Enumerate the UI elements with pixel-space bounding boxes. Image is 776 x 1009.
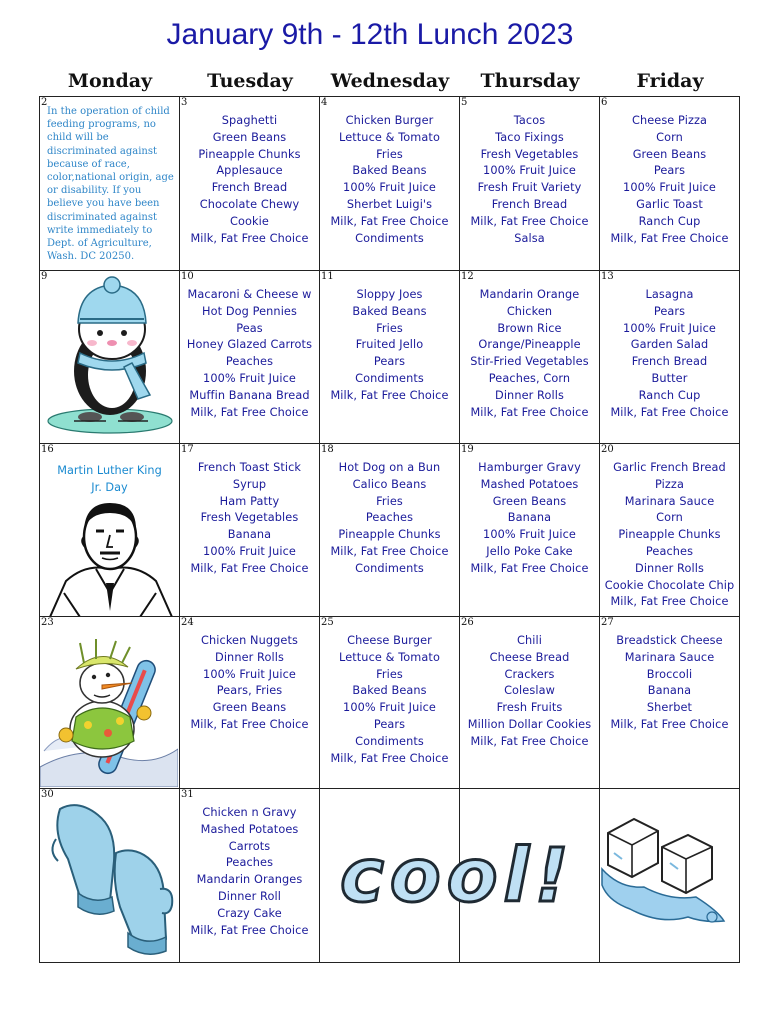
menu-item: Milk, Fat Free Choice — [610, 595, 729, 609]
menu-item: Corn — [656, 511, 683, 525]
menu-item: Dinner Rolls — [635, 561, 704, 575]
menu-item: Milk, Fat Free Choice — [610, 717, 729, 731]
menu-item: Milk, Fat Free Choice — [190, 717, 309, 731]
menu-item: Milk, Fat Free Choice — [190, 231, 309, 245]
snowman-surfer-clipart-icon — [40, 617, 178, 787]
menu-item: Chocolate Chewy — [199, 197, 300, 211]
menu-item: French Bread — [211, 181, 288, 195]
menu-item: Chicken Burger — [345, 114, 434, 127]
menu-item: Cheese Bread — [489, 650, 570, 664]
menu-item: Milk, Fat Free Choice — [190, 923, 309, 937]
menu-item: Chicken n Gravy — [202, 806, 297, 819]
menu-item: Baked Beans — [352, 304, 427, 318]
menu-item: Dinner Rolls — [215, 650, 284, 664]
empty-day-cell — [600, 789, 740, 963]
weekday-monday: Monday — [67, 70, 153, 92]
day-cell-10 — [180, 271, 320, 444]
menu-item: Cheese Pizza — [631, 114, 708, 127]
menu-list — [320, 97, 459, 247]
menu-item: Fresh Fruits — [496, 701, 563, 715]
menu-item: Applesauce — [216, 164, 283, 178]
holiday-line: Jr. Day — [91, 481, 128, 494]
menu-item: Condiments — [355, 371, 424, 385]
week-row-5 — [40, 789, 740, 963]
menu-item: Dinner Roll — [218, 889, 281, 903]
menu-item: Lasagna — [645, 288, 694, 301]
week-row-2 — [40, 271, 740, 444]
menu-item: Pears — [653, 304, 686, 318]
lunch-calendar-grid — [39, 96, 740, 963]
menu-item: Ham Patty — [219, 494, 280, 508]
menu-item: Cookie — [230, 214, 269, 228]
day-cell-18 — [320, 444, 460, 617]
day-cell-5 — [460, 97, 600, 271]
page-title: January 9th - 12th Lunch 2023 — [166, 18, 574, 51]
menu-item: Milk, Fat Free Choice — [470, 405, 589, 419]
day-cell-6 — [600, 97, 740, 271]
date-number: 18 — [321, 444, 334, 455]
menu-item: Breadstick Cheese — [616, 634, 723, 647]
menu-item: Broccoli — [646, 667, 693, 681]
menu-item: Green Beans — [212, 130, 287, 144]
menu-item: Banana — [647, 684, 692, 698]
menu-item: Milk, Fat Free Choice — [330, 544, 449, 558]
day-cell-9 — [40, 271, 180, 444]
date-number: 16 — [41, 444, 54, 455]
menu-item: Salsa — [514, 231, 545, 245]
menu-item: Sherbet — [646, 701, 693, 715]
menu-item: Ranch Cup — [638, 388, 701, 402]
menu-item: Ranch Cup — [638, 214, 701, 228]
menu-item: Million Dollar Cookies — [467, 717, 592, 731]
menu-item: Milk, Fat Free Choice — [470, 561, 589, 575]
menu-item: 100% Fruit Juice — [203, 544, 296, 558]
menu-item: Stir-Fried Vegetables — [470, 355, 589, 369]
date-number: 3 — [181, 97, 188, 108]
day-cell-13 — [600, 271, 740, 444]
menu-item: Marinara Sauce — [624, 494, 715, 508]
menu-item: Milk, Fat Free Choice — [330, 751, 449, 765]
weekday-friday: Friday — [636, 70, 704, 92]
date-number: 13 — [601, 271, 614, 282]
menu-item: Macaroni & Cheese w — [187, 288, 312, 301]
menu-item: Mashed Potatoes — [480, 477, 579, 491]
menu-list — [600, 444, 739, 611]
menu-item: Sloppy Joes — [356, 288, 423, 301]
menu-list — [320, 617, 459, 767]
week-row-4 — [40, 617, 740, 789]
menu-item: Banana — [227, 528, 272, 542]
cool-text: cool! — [340, 833, 575, 919]
day-cell-2 — [40, 97, 180, 271]
date-number: 31 — [181, 789, 194, 800]
menu-item: 100% Fruit Juice — [623, 321, 716, 335]
menu-item: Mandarin Orange — [479, 288, 580, 301]
menu-item: Taco Fixings — [495, 130, 564, 144]
menu-item: Milk, Fat Free Choice — [470, 214, 589, 228]
day-cell-3 — [180, 97, 320, 271]
day-cell-17 — [180, 444, 320, 617]
week-row-3 — [40, 444, 740, 617]
menu-item: Hamburger Gravy — [478, 461, 581, 474]
menu-item: Peaches — [365, 511, 414, 525]
menu-item: Fries — [376, 321, 403, 335]
menu-item: Milk, Fat Free Choice — [330, 388, 449, 402]
menu-item: Milk, Fat Free Choice — [610, 405, 729, 419]
date-number: 23 — [41, 617, 54, 628]
day-cell-27 — [600, 617, 740, 789]
day-cell-31 — [180, 789, 320, 963]
day-cell-12 — [460, 271, 600, 444]
menu-item: Pears, Fries — [216, 684, 283, 698]
menu-item: 100% Fruit Juice — [483, 528, 576, 542]
menu-item: Milk, Fat Free Choice — [330, 214, 449, 228]
menu-list — [600, 617, 739, 734]
menu-item: Honey Glazed Carrots — [186, 338, 313, 352]
penguin-clipart-icon — [40, 271, 178, 442]
menu-item: Corn — [656, 130, 683, 144]
day-cell-4 — [320, 97, 460, 271]
menu-item: Baked Beans — [352, 164, 427, 178]
day-cell-19 — [460, 444, 600, 617]
date-number: 25 — [321, 617, 334, 628]
menu-item: Fresh Vegetables — [200, 511, 299, 525]
menu-item: 100% Fruit Juice — [343, 181, 436, 195]
menu-list — [180, 97, 319, 247]
mittens-clipart-icon — [40, 789, 178, 961]
menu-item: Peaches — [225, 856, 274, 870]
menu-list — [460, 617, 599, 751]
menu-item: Crazy Cake — [217, 906, 282, 920]
menu-item: Mashed Potatoes — [200, 822, 299, 836]
menu-list — [460, 444, 599, 578]
weekday-tuesday: Tuesday — [207, 70, 293, 92]
menu-item: Cheese Burger — [347, 634, 432, 647]
menu-item: Brown Rice — [497, 321, 562, 335]
date-number: 20 — [601, 444, 614, 455]
menu-item: Milk, Fat Free Choice — [470, 734, 589, 748]
menu-item: Milk, Fat Free Choice — [190, 405, 309, 419]
date-number: 24 — [181, 617, 194, 628]
menu-item: Syrup — [232, 477, 267, 491]
menu-item: Fries — [376, 667, 403, 681]
ice-cubes-clipart-icon — [600, 789, 738, 961]
menu-item: Pineapple Chunks — [618, 528, 721, 542]
menu-item: Milk, Fat Free Choice — [610, 231, 729, 245]
menu-list — [320, 444, 459, 578]
menu-list — [180, 789, 319, 939]
menu-item: Fries — [376, 147, 403, 161]
mlk-portrait-icon — [40, 497, 178, 617]
menu-item: Fresh Fruit Variety — [477, 181, 582, 195]
menu-list — [180, 271, 319, 421]
menu-item: Garden Salad — [630, 338, 709, 352]
date-number: 4 — [321, 97, 328, 108]
date-number: 2 — [41, 97, 48, 108]
date-number: 11 — [321, 271, 334, 282]
menu-item: Muffin Banana Bread — [189, 388, 310, 402]
menu-item: Dinner Rolls — [495, 388, 564, 402]
menu-item: Coleslaw — [504, 684, 555, 698]
menu-item: Peas — [236, 321, 263, 335]
date-number: 19 — [461, 444, 474, 455]
menu-item: Garlic Toast — [636, 197, 703, 211]
menu-item: French Bread — [631, 355, 708, 369]
menu-item: Hot Dog on a Bun — [338, 461, 441, 474]
menu-item: Jello Poke Cake — [486, 544, 573, 558]
weekday-wednesday: Wednesday — [330, 70, 450, 92]
menu-item: Sherbet Luigi's — [346, 197, 433, 211]
menu-item: Milk, Fat Free Choice — [190, 561, 309, 575]
menu-item: French Bread — [491, 197, 568, 211]
menu-item: Chicken — [506, 304, 553, 318]
menu-item: Green Beans — [632, 147, 707, 161]
menu-item: Pears — [373, 717, 406, 731]
menu-item: Lettuce & Tomato — [339, 650, 440, 664]
menu-item: 100% Fruit Juice — [483, 164, 576, 178]
menu-item: Chili — [517, 634, 542, 647]
day-cell-24 — [180, 617, 320, 789]
menu-item: Green Beans — [212, 701, 287, 715]
date-number: 5 — [461, 97, 468, 108]
day-cell-20 — [600, 444, 740, 617]
day-cell-23 — [40, 617, 180, 789]
menu-item: Pears — [653, 164, 686, 178]
menu-item: Calico Beans — [352, 477, 427, 491]
menu-item: Crackers — [504, 667, 555, 681]
menu-item: Orange/Pineapple — [478, 338, 581, 352]
menu-item: Baked Beans — [352, 684, 427, 698]
menu-item: Mandarin Oranges — [196, 873, 303, 887]
menu-item: Pizza — [655, 477, 684, 491]
menu-item: Banana — [507, 511, 552, 525]
menu-item: Peaches — [225, 355, 274, 369]
menu-item: 100% Fruit Juice — [623, 181, 716, 195]
menu-item: Butter — [651, 371, 688, 385]
menu-item: 100% Fruit Juice — [343, 701, 436, 715]
menu-list — [180, 617, 319, 734]
menu-item: Fresh Vegetables — [480, 147, 579, 161]
cool-text-clipart — [334, 829, 594, 919]
menu-item: Chicken Nuggets — [201, 634, 298, 647]
nondiscrimination-notice: In the operation of child feeding programs, no child will be discriminated against because of race, color,national origin, age or disability. If you believe you have been discriminated against write immediately to Dept. of Agriculture, Wash. DC 20250. — [47, 106, 174, 263]
menu-item: Green Beans — [492, 494, 567, 508]
menu-item: Spaghetti — [221, 114, 278, 127]
menu-list — [600, 97, 739, 247]
menu-item: Garlic French Bread — [613, 461, 726, 474]
menu-list — [180, 444, 319, 578]
menu-item: French Toast Stick — [197, 461, 302, 474]
date-number: 26 — [461, 617, 474, 628]
date-number: 30 — [41, 789, 54, 800]
date-number: 17 — [181, 444, 194, 455]
holiday-label — [40, 444, 179, 496]
menu-item: Fruited Jello — [355, 338, 424, 352]
menu-item: Peaches — [645, 544, 694, 558]
menu-list — [460, 97, 599, 247]
menu-item: Pears — [373, 355, 406, 369]
weekday-header-row — [40, 70, 740, 96]
menu-item: Condiments — [355, 734, 424, 748]
day-cell-16 — [40, 444, 180, 617]
date-number: 27 — [601, 617, 614, 628]
menu-item: 100% Fruit Juice — [203, 371, 296, 385]
day-cell-11 — [320, 271, 460, 444]
menu-list — [460, 271, 599, 421]
menu-item: Fries — [376, 494, 403, 508]
menu-item: Cookie Chocolate Chip — [604, 578, 735, 592]
date-number: 10 — [181, 271, 194, 282]
date-number: 6 — [601, 97, 608, 108]
week-row-1 — [40, 97, 740, 271]
date-number: 12 — [461, 271, 474, 282]
menu-list — [320, 271, 459, 405]
menu-item: Tacos — [513, 114, 546, 127]
menu-item: Marinara Sauce — [624, 650, 715, 664]
menu-item: Condiments — [355, 231, 424, 245]
menu-item: Pineapple Chunks — [198, 147, 301, 161]
day-cell-30 — [40, 789, 180, 963]
menu-list — [600, 271, 739, 421]
date-number: 9 — [41, 271, 48, 282]
menu-item: 100% Fruit Juice — [203, 667, 296, 681]
menu-item: Hot Dog Pennies — [202, 304, 297, 318]
day-cell-25 — [320, 617, 460, 789]
day-cell-26 — [460, 617, 600, 789]
menu-item: Pineapple Chunks — [338, 528, 441, 542]
menu-item: Peaches, Corn — [488, 371, 571, 385]
holiday-line: Martin Luther King — [57, 464, 162, 477]
weekday-thursday: Thursday — [480, 70, 580, 92]
menu-item: Condiments — [355, 561, 424, 575]
menu-item: Carrots — [228, 839, 271, 853]
menu-item: Lettuce & Tomato — [339, 130, 440, 144]
